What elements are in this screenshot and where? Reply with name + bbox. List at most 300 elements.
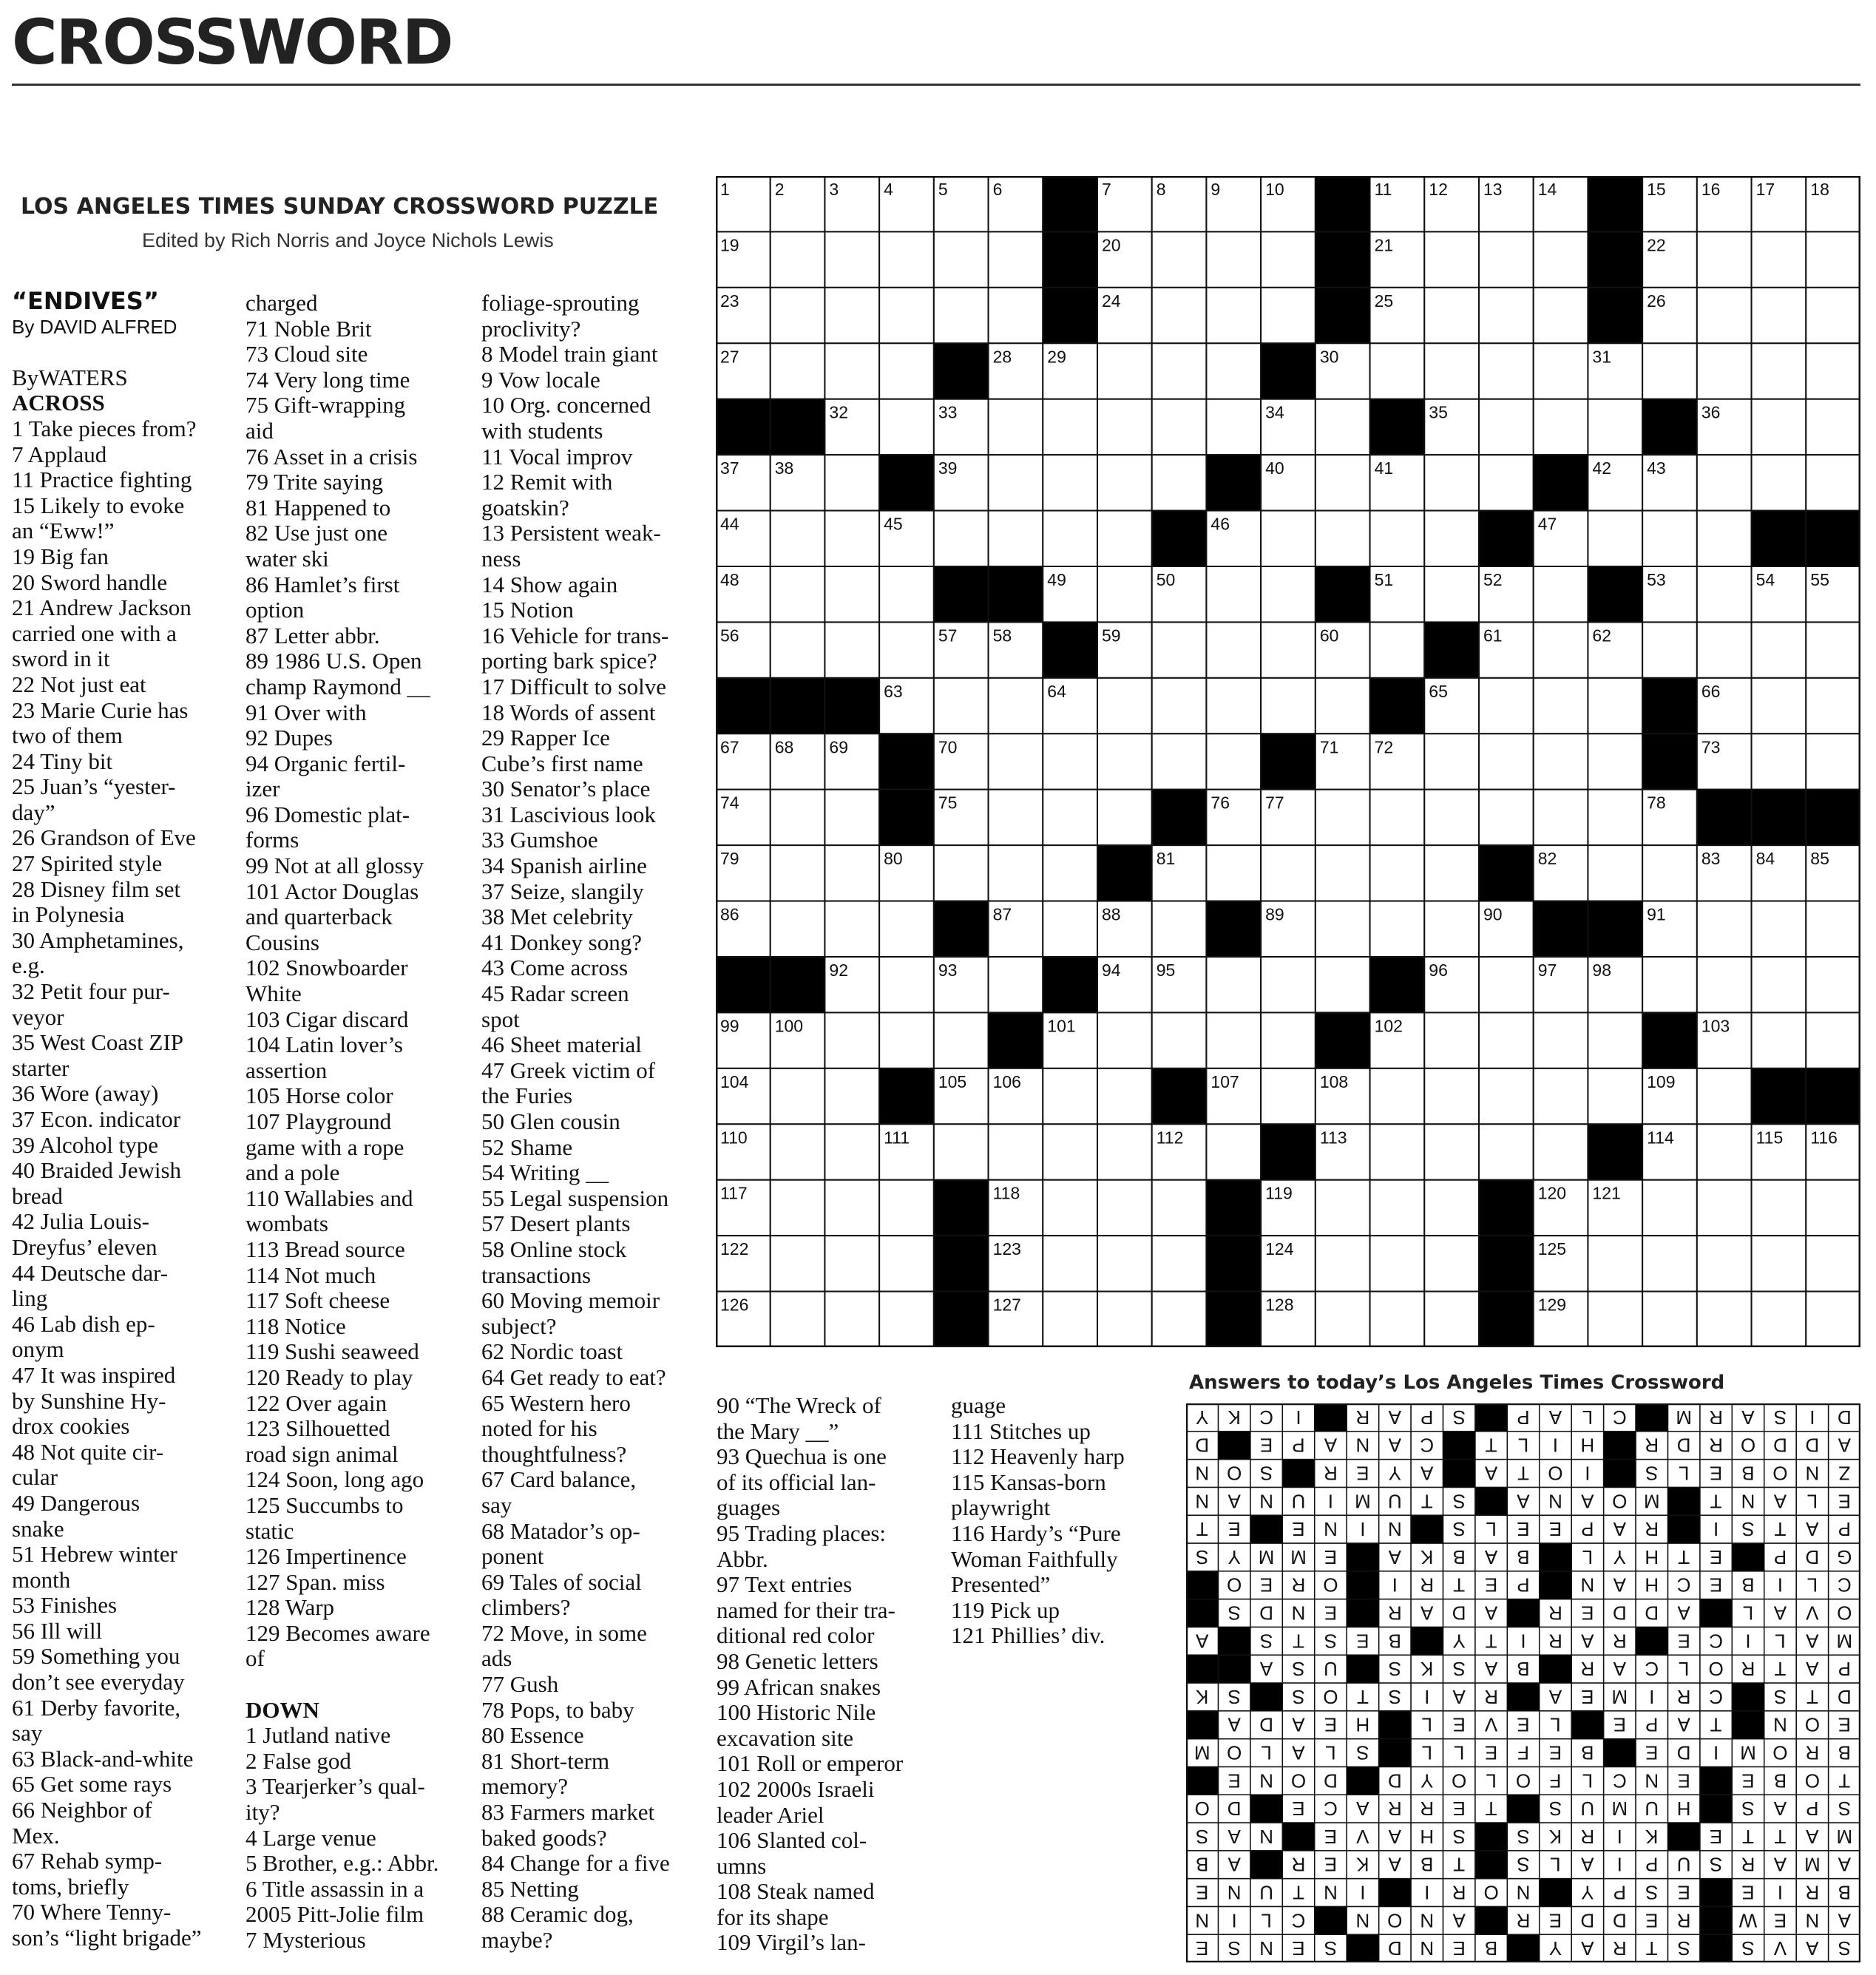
grid-cell[interactable] <box>771 1236 825 1291</box>
grid-cell[interactable] <box>1370 622 1425 677</box>
grid-cell[interactable] <box>1206 231 1261 287</box>
grid-cell[interactable] <box>771 288 825 343</box>
grid-cell[interactable] <box>1424 901 1479 957</box>
grid-cell[interactable] <box>1479 1068 1534 1124</box>
grid-cell[interactable] <box>1642 511 1697 566</box>
grid-cell[interactable] <box>1534 399 1588 455</box>
grid-cell[interactable] <box>1152 455 1207 510</box>
grid-cell[interactable] <box>1534 790 1588 845</box>
grid-cell[interactable] <box>1697 901 1752 957</box>
answer-letter: U <box>1387 1490 1402 1513</box>
grid-cell[interactable] <box>1806 288 1860 343</box>
grid-cell[interactable] <box>824 901 879 957</box>
grid-black-cell <box>771 957 825 1012</box>
grid-cell[interactable] <box>1806 678 1860 734</box>
grid-cell[interactable] <box>1806 957 1860 1012</box>
grid-cell[interactable] <box>934 678 989 734</box>
grid-cell[interactable] <box>1043 1068 1097 1124</box>
answer-letter: S <box>1741 1798 1755 1820</box>
grid-cell[interactable] <box>1588 399 1642 455</box>
grid-cell[interactable] <box>1534 231 1588 287</box>
grid-cell[interactable] <box>1642 1292 1697 1347</box>
grid-cell[interactable] <box>1043 1124 1097 1179</box>
grid-cell[interactable] <box>1152 678 1207 734</box>
grid-cell[interactable] <box>934 511 989 566</box>
grid-cell[interactable] <box>771 1124 825 1179</box>
grid-cell[interactable] <box>1043 1236 1097 1291</box>
grid-cell[interactable] <box>1315 957 1370 1012</box>
grid-cell[interactable] <box>1806 231 1860 287</box>
grid-cell[interactable] <box>824 1068 879 1124</box>
grid-cell[interactable] <box>989 231 1043 287</box>
grid-black-cell <box>1642 734 1697 789</box>
answer-black-cell <box>1347 1543 1378 1571</box>
grid-cell[interactable] <box>1588 1236 1642 1291</box>
grid-cell[interactable] <box>934 845 989 901</box>
grid-cell[interactable] <box>879 1236 934 1291</box>
grid-cell[interactable] <box>934 288 989 343</box>
grid-cell[interactable] <box>1097 566 1152 622</box>
grid-cell[interactable] <box>1315 1292 1370 1347</box>
grid-cell[interactable] <box>1752 343 1806 399</box>
grid-cell[interactable] <box>824 566 879 622</box>
grid-cell[interactable] <box>1806 1236 1860 1291</box>
grid-cell[interactable] <box>1261 1012 1315 1068</box>
grid-cell[interactable] <box>824 1012 879 1068</box>
grid-cell[interactable] <box>1370 343 1425 399</box>
grid-cell[interactable] <box>1697 1292 1752 1347</box>
grid-cell[interactable] <box>989 845 1043 901</box>
grid-cell[interactable] <box>824 1292 879 1347</box>
grid-cell[interactable] <box>771 790 825 845</box>
answer-letter: E <box>1196 1881 1209 1904</box>
grid-cell[interactable] <box>824 845 879 901</box>
grid-cell[interactable] <box>771 901 825 957</box>
clue-line: 35 West Coast ZIP <box>12 1029 184 1056</box>
grid-cell[interactable] <box>824 455 879 510</box>
answer-letter: O <box>1483 1881 1499 1904</box>
grid-cell[interactable] <box>1479 734 1534 789</box>
answer-letter: R <box>1709 1406 1723 1429</box>
grid-cell[interactable] <box>1752 399 1806 455</box>
grid-cell[interactable] <box>1206 678 1261 734</box>
grid-cell[interactable] <box>1097 1124 1152 1179</box>
grid-cell[interactable] <box>1261 622 1315 677</box>
grid-black-cell <box>1043 288 1097 343</box>
grid-cell[interactable] <box>1043 399 1097 455</box>
grid-cell[interactable] <box>879 1012 934 1068</box>
answer-letter: N <box>1259 1769 1273 1792</box>
grid-cell[interactable] <box>879 231 934 287</box>
grid-cell[interactable] <box>824 343 879 399</box>
grid-cell[interactable] <box>1370 1292 1425 1347</box>
grid-black-cell <box>1261 343 1315 399</box>
grid-cell[interactable] <box>1697 231 1752 287</box>
grid-cell[interactable] <box>1752 1180 1806 1236</box>
grid-cell[interactable] <box>1697 622 1752 677</box>
grid-cell[interactable] <box>1206 1012 1261 1068</box>
grid-cell[interactable] <box>771 1068 825 1124</box>
grid-cell[interactable] <box>1697 511 1752 566</box>
cell-number: 60 <box>1319 626 1339 646</box>
grid-cell[interactable] <box>1806 455 1860 510</box>
grid-cell[interactable] <box>1315 1236 1370 1291</box>
grid-cell[interactable] <box>1261 288 1315 343</box>
grid-cell[interactable] <box>1370 1068 1425 1124</box>
clue-line: 34 Spanish airline <box>481 853 647 879</box>
cell-number: 89 <box>1265 904 1284 924</box>
grid-cell[interactable] <box>824 790 879 845</box>
grid-cell[interactable] <box>1752 678 1806 734</box>
grid-cell[interactable] <box>1043 1292 1097 1347</box>
answer-letter: E <box>1709 1545 1723 1568</box>
clue-line: 46 Sheet material <box>481 1031 642 1058</box>
grid-cell[interactable] <box>1806 1180 1860 1236</box>
grid-cell[interactable] <box>989 511 1043 566</box>
grid-cell[interactable] <box>879 957 934 1012</box>
grid-cell[interactable] <box>879 901 934 957</box>
grid-cell[interactable] <box>1424 231 1479 287</box>
answer-letter: O <box>1772 1462 1788 1485</box>
grid-cell[interactable] <box>1424 1292 1479 1347</box>
grid-cell[interactable] <box>934 231 989 287</box>
grid-cell[interactable] <box>1315 678 1370 734</box>
grid-cell[interactable] <box>1152 231 1207 287</box>
grid-cell[interactable] <box>1424 734 1479 789</box>
grid-cell[interactable] <box>1097 1236 1152 1291</box>
clue-line: proclivity? <box>481 315 581 342</box>
grid-cell[interactable] <box>1370 845 1425 901</box>
grid-cell[interactable] <box>1479 399 1534 455</box>
grid-cell[interactable] <box>1370 1124 1425 1179</box>
answer-letter: S <box>1838 1937 1851 1960</box>
grid-cell[interactable] <box>1206 399 1261 455</box>
grid-cell[interactable] <box>824 1236 879 1291</box>
grid-cell[interactable] <box>989 790 1043 845</box>
grid-cell[interactable] <box>1097 1292 1152 1347</box>
grid-cell[interactable] <box>824 231 879 287</box>
grid-cell[interactable] <box>1097 455 1152 510</box>
grid-cell[interactable] <box>1642 622 1697 677</box>
cell-number: 23 <box>720 291 739 311</box>
grid-cell[interactable] <box>1752 1292 1806 1347</box>
grid-cell[interactable] <box>989 399 1043 455</box>
grid-cell[interactable] <box>1097 511 1152 566</box>
clue-line: subject? <box>481 1312 557 1339</box>
grid-cell[interactable] <box>1152 399 1207 455</box>
grid-cell[interactable] <box>879 399 934 455</box>
clue-line: 99 Not at all glossy <box>245 853 424 879</box>
grid-cell[interactable] <box>1697 288 1752 343</box>
grid-cell[interactable] <box>824 622 879 677</box>
grid-cell[interactable] <box>1206 1124 1261 1179</box>
grid-cell[interactable] <box>1424 288 1479 343</box>
grid-cell[interactable] <box>1043 845 1097 901</box>
grid-cell[interactable] <box>1424 1068 1479 1124</box>
grid-cell[interactable] <box>1097 1068 1152 1124</box>
grid-cell[interactable] <box>1261 957 1315 1012</box>
grid-cell[interactable] <box>1752 1012 1806 1068</box>
grid-cell[interactable] <box>1152 343 1207 399</box>
grid-cell[interactable] <box>824 1180 879 1236</box>
grid-cell[interactable] <box>1315 845 1370 901</box>
grid-cell[interactable] <box>1479 1012 1534 1068</box>
grid-cell[interactable] <box>1206 343 1261 399</box>
grid-cell[interactable] <box>1152 622 1207 677</box>
grid-cell[interactable] <box>1370 1236 1425 1291</box>
grid-cell[interactable] <box>1152 1292 1207 1347</box>
grid-cell[interactable] <box>1424 790 1479 845</box>
clue-line: spot <box>481 1006 520 1032</box>
grid-cell[interactable] <box>1806 901 1860 957</box>
answer-letter: A <box>1356 1798 1369 1820</box>
grid-cell[interactable] <box>1424 455 1479 510</box>
grid-cell[interactable] <box>1697 1236 1752 1291</box>
grid-cell[interactable] <box>1315 901 1370 957</box>
grid-cell[interactable] <box>1152 901 1207 957</box>
grid-cell[interactable] <box>1315 511 1370 566</box>
grid-cell[interactable] <box>1097 790 1152 845</box>
answer-black-cell <box>1540 1655 1571 1683</box>
grid-cell[interactable] <box>1534 1012 1588 1068</box>
grid-cell[interactable] <box>824 511 879 566</box>
grid-cell[interactable] <box>1534 678 1588 734</box>
grid-cell[interactable] <box>1152 1012 1207 1068</box>
grid-cell[interactable] <box>1479 288 1534 343</box>
grid-cell[interactable] <box>879 622 934 677</box>
grid-cell[interactable] <box>1315 790 1370 845</box>
grid-cell[interactable] <box>1424 1012 1479 1068</box>
grid-cell[interactable] <box>1534 288 1588 343</box>
grid-cell[interactable] <box>1315 455 1370 510</box>
grid-cell[interactable] <box>989 1124 1043 1179</box>
cell-number: 70 <box>938 737 958 757</box>
grid-cell[interactable] <box>1588 511 1642 566</box>
grid-cell[interactable] <box>989 455 1043 510</box>
grid-cell[interactable] <box>1752 455 1806 510</box>
grid-cell[interactable] <box>1315 399 1370 455</box>
grid-cell[interactable] <box>879 343 934 399</box>
grid-cell[interactable] <box>1752 231 1806 287</box>
grid-cell[interactable] <box>1261 231 1315 287</box>
grid-cell[interactable] <box>1642 957 1697 1012</box>
grid-cell[interactable] <box>1697 1180 1752 1236</box>
grid-cell[interactable] <box>1424 1180 1479 1236</box>
clue-line: 29 Rapper Ice <box>481 725 610 751</box>
grid-cell[interactable] <box>989 957 1043 1012</box>
grid-cell[interactable] <box>1043 734 1097 789</box>
grid-cell[interactable] <box>1534 1124 1588 1179</box>
grid-cell[interactable] <box>1206 845 1261 901</box>
grid-cell[interactable] <box>1261 1068 1315 1124</box>
grid-cell[interactable] <box>824 288 879 343</box>
answer-letter: A <box>1452 1685 1466 1708</box>
clue-line: 79 Trite saying <box>245 469 384 495</box>
grid-cell[interactable] <box>1534 343 1588 399</box>
answer-black-cell <box>1347 1766 1378 1795</box>
grid-cell[interactable] <box>1479 1124 1534 1179</box>
cell-number: 80 <box>884 849 903 869</box>
grid-cell[interactable] <box>1097 734 1152 789</box>
grid-cell[interactable] <box>1097 1012 1152 1068</box>
answer-letter: C <box>1324 1798 1338 1820</box>
grid-cell[interactable] <box>1043 1180 1097 1236</box>
answer-letter: D <box>1773 1434 1787 1457</box>
grid-cell[interactable] <box>771 343 825 399</box>
answer-letter: C <box>1837 1573 1852 1596</box>
grid-cell[interactable] <box>1370 901 1425 957</box>
grid-cell[interactable] <box>1206 622 1261 677</box>
answer-letter: M <box>1290 1545 1307 1568</box>
clue-line: 32 Petit four pur- <box>12 978 170 1005</box>
grid-cell[interactable] <box>1152 734 1207 789</box>
grid-cell[interactable] <box>1206 566 1261 622</box>
grid-cell[interactable] <box>1479 957 1534 1012</box>
grid-cell[interactable] <box>1534 734 1588 789</box>
grid-cell[interactable] <box>1642 1236 1697 1291</box>
grid-cell[interactable] <box>771 231 825 287</box>
grid-cell[interactable] <box>1424 845 1479 901</box>
grid-cell[interactable] <box>1097 678 1152 734</box>
grid-cell[interactable] <box>1642 845 1697 901</box>
grid-cell[interactable] <box>1752 957 1806 1012</box>
grid-cell[interactable] <box>1697 455 1752 510</box>
grid-cell[interactable] <box>1261 511 1315 566</box>
grid-cell[interactable] <box>1370 1180 1425 1236</box>
grid-cell[interactable] <box>1534 622 1588 677</box>
grid-cell[interactable] <box>1152 1236 1207 1291</box>
grid-cell[interactable] <box>879 288 934 343</box>
grid-cell[interactable] <box>771 511 825 566</box>
grid-cell[interactable] <box>1534 1068 1588 1124</box>
grid-cell[interactable] <box>879 1180 934 1236</box>
grid-cell[interactable] <box>1588 845 1642 901</box>
grid-cell[interactable] <box>1697 1124 1752 1179</box>
cell-number: 17 <box>1755 180 1775 199</box>
grid-cell[interactable] <box>989 734 1043 789</box>
grid-cell[interactable] <box>1424 566 1479 622</box>
clue-line: 98 Genetic letters <box>717 1647 878 1674</box>
grid-cell[interactable] <box>1806 622 1860 677</box>
clue-line: 73 Cloud site <box>245 341 368 367</box>
clue-line: drox cookies <box>12 1413 130 1440</box>
grid-cell[interactable] <box>1424 343 1479 399</box>
grid-cell[interactable] <box>1261 566 1315 622</box>
grid-cell[interactable] <box>1588 790 1642 845</box>
grid-cell[interactable] <box>1370 790 1425 845</box>
grid-cell[interactable] <box>1534 566 1588 622</box>
grid-cell[interactable] <box>1315 1180 1370 1236</box>
grid-cell[interactable] <box>1043 455 1097 510</box>
grid-cell[interactable] <box>1097 399 1152 455</box>
grid-cell[interactable] <box>1752 622 1806 677</box>
grid-cell[interactable] <box>1588 678 1642 734</box>
grid-cell[interactable] <box>771 1180 825 1236</box>
grid-cell[interactable] <box>771 566 825 622</box>
grid-cell[interactable] <box>1697 566 1752 622</box>
grid-cell[interactable] <box>1152 1180 1207 1236</box>
answer-black-cell <box>1700 1766 1732 1795</box>
grid-cell[interactable] <box>1479 455 1534 510</box>
grid-cell[interactable] <box>1261 678 1315 734</box>
grid-cell[interactable] <box>989 288 1043 343</box>
grid-cell[interactable] <box>1424 1124 1479 1179</box>
grid-cell[interactable] <box>879 1292 934 1347</box>
answer-letter: S <box>1292 1658 1305 1681</box>
cell-number: 10 <box>1265 180 1284 199</box>
grid-cell[interactable] <box>1479 231 1534 287</box>
grid-cell[interactable] <box>1806 343 1860 399</box>
grid-cell[interactable] <box>1097 1180 1152 1236</box>
grid-cell[interactable] <box>1206 734 1261 789</box>
cell-number: 6 <box>992 180 1003 199</box>
grid-cell[interactable] <box>989 678 1043 734</box>
clue-line: 97 Text entries <box>717 1571 853 1598</box>
answer-letter: B <box>1484 1937 1498 1960</box>
grid-cell[interactable] <box>1043 901 1097 957</box>
grid-cell[interactable] <box>879 566 934 622</box>
grid-cell[interactable] <box>1752 901 1806 957</box>
grid-cell[interactable] <box>1588 734 1642 789</box>
grid-cell[interactable] <box>1806 1012 1860 1068</box>
cell-number: 65 <box>1429 681 1448 701</box>
grid-cell[interactable] <box>1261 845 1315 901</box>
answer-letter: N <box>1805 1462 1820 1485</box>
answer-letter: I <box>1520 1630 1526 1653</box>
grid-cell[interactable] <box>1043 790 1097 845</box>
grid-cell[interactable] <box>1424 1236 1479 1291</box>
grid-cell[interactable] <box>1588 1068 1642 1124</box>
answer-letter: E <box>1324 1713 1338 1736</box>
grid-cell[interactable] <box>771 1292 825 1347</box>
grid-cell[interactable] <box>1806 734 1860 789</box>
grid-cell[interactable] <box>1424 511 1479 566</box>
grid-cell[interactable] <box>771 622 825 677</box>
grid-cell[interactable] <box>1697 1068 1752 1124</box>
grid-cell[interactable] <box>934 1124 989 1179</box>
grid-cell[interactable] <box>1697 343 1752 399</box>
grid-cell[interactable] <box>1642 1180 1697 1236</box>
grid-cell[interactable] <box>824 1124 879 1179</box>
grid-cell[interactable] <box>1588 1012 1642 1068</box>
answer-letter: S <box>1773 1406 1787 1429</box>
grid-cell[interactable] <box>934 1012 989 1068</box>
grid-cell[interactable] <box>1043 511 1097 566</box>
grid-cell[interactable] <box>1370 511 1425 566</box>
answer-letter: A <box>1806 1518 1819 1541</box>
grid-cell[interactable] <box>1206 288 1261 343</box>
grid-cell[interactable] <box>1642 343 1697 399</box>
grid-cell[interactable] <box>1479 678 1534 734</box>
grid-cell[interactable] <box>1097 343 1152 399</box>
answer-letter: E <box>1292 1798 1305 1820</box>
grid-black-cell <box>1588 1124 1642 1179</box>
grid-cell[interactable] <box>1806 1292 1860 1347</box>
grid-cell[interactable] <box>1697 957 1752 1012</box>
grid-cell[interactable] <box>1752 288 1806 343</box>
grid-cell[interactable] <box>1479 343 1534 399</box>
grid-cell[interactable] <box>1806 399 1860 455</box>
grid-cell[interactable] <box>1206 957 1261 1012</box>
grid-cell[interactable] <box>1752 734 1806 789</box>
grid-cell[interactable] <box>1588 1292 1642 1347</box>
answer-letter: S <box>1773 1685 1787 1708</box>
grid-cell[interactable] <box>1479 790 1534 845</box>
grid-cell[interactable] <box>1752 1236 1806 1291</box>
grid-cell[interactable] <box>771 845 825 901</box>
answer-letter: M <box>1611 1798 1628 1820</box>
grid-cell[interactable] <box>1152 288 1207 343</box>
